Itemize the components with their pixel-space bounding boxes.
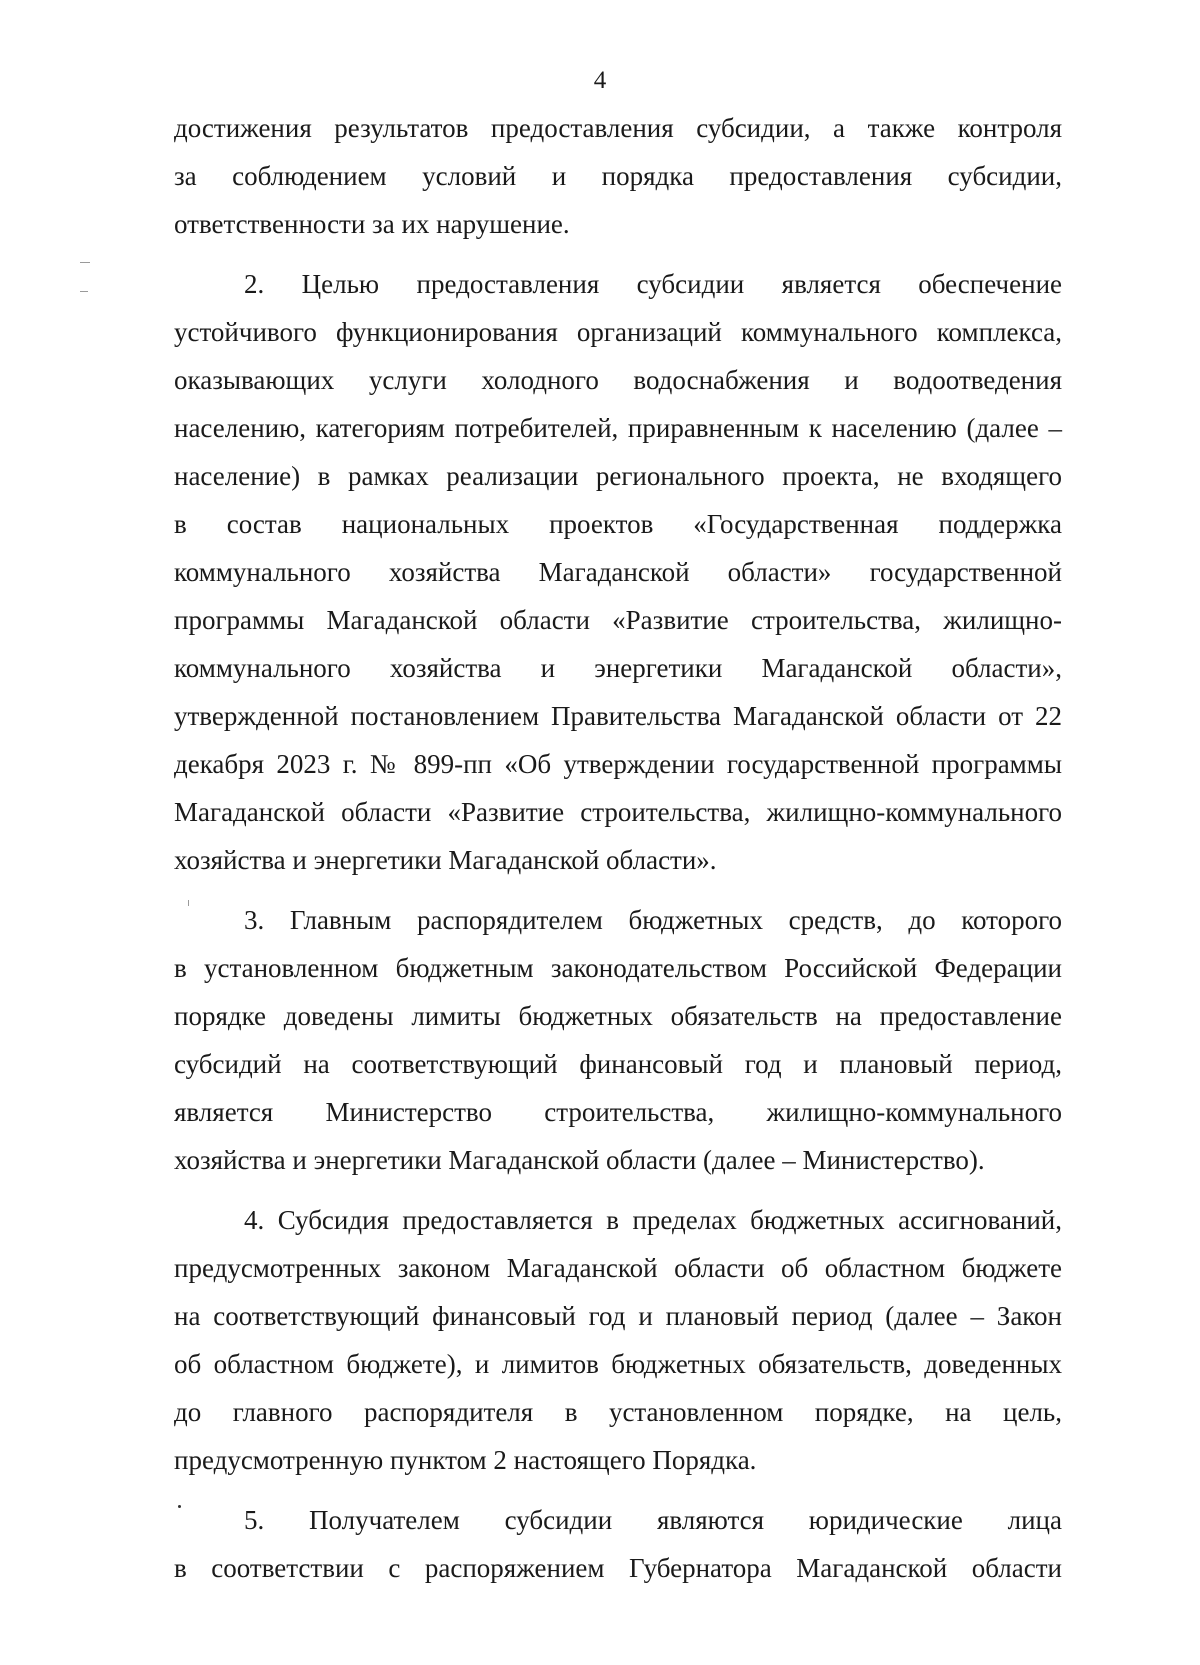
text-line: устойчивого функционирования организаций коммунального комплекса, <box>174 317 1062 347</box>
scan-mark <box>188 900 189 906</box>
text-line: предусмотренных законом Магаданской области об областном бюджете <box>174 1253 1062 1283</box>
text-line: порядке доведены лимиты бюджетных обязательств на предоставление <box>174 1001 1062 1031</box>
scan-mark <box>178 1505 181 1508</box>
text-line: в соответствии с распоряжением Губернатора Магаданской области <box>174 1553 1062 1583</box>
paragraph-4 <box>174 1196 1062 1484</box>
text-line: об областном бюджете), и лимитов бюджетных обязательств, доведенных <box>174 1349 1062 1379</box>
page-number: 4 <box>593 67 607 94</box>
scan-mark <box>80 291 88 292</box>
text-line: населению, категориям потребителей, приравненным к населению (далее – <box>174 413 1062 443</box>
text-line: 4. Субсидия предоставляется в пределах бюджетных ассигнований, <box>244 1205 1062 1235</box>
text-line: за соблюдением условий и порядка предоставления субсидии, <box>174 161 1062 191</box>
text-line: на соответствующий финансовый год и плановый период (далее – Закон <box>174 1301 1062 1331</box>
text-line: коммунального хозяйства Магаданской области» государственной <box>174 557 1062 587</box>
text-line: предусмотренную пунктом 2 настоящего Порядка. <box>174 1445 757 1475</box>
text-line: до главного распорядителя в установленном порядке, на цель, <box>174 1397 1062 1427</box>
paragraph-5 <box>174 1496 1062 1592</box>
text-line: хозяйства и энергетики Магаданской области (далее – Министерство). <box>174 1145 985 1175</box>
text-line: хозяйства и энергетики Магаданской области». <box>174 845 717 875</box>
text-line: в состав национальных проектов «Государственная поддержка <box>174 509 1062 539</box>
text-line: утвержденной постановлением Правительства Магаданской области от 22 <box>174 701 1062 731</box>
paragraph-3 <box>174 896 1062 1184</box>
text-line: программы Магаданской области «Развитие строительства, жилищно- <box>174 605 1062 635</box>
text-line: ответственности за их нарушение. <box>174 209 570 239</box>
text-line: 2. Целью предоставления субсидии является обеспечение <box>244 269 1062 299</box>
text-line: коммунального хозяйства и энергетики Магаданской области», <box>174 653 1062 683</box>
text-line: достижения результатов предоставления субсидии, а также контроля <box>174 113 1062 143</box>
paragraph-continuation <box>174 104 1062 248</box>
text-line: оказывающих услуги холодного водоснабжения и водоотведения <box>174 365 1062 395</box>
text-line: декабря 2023 г. № 899-пп «Об утверждении государственной программы <box>174 749 1062 779</box>
text-line: 3. Главным распорядителем бюджетных средств, до которого <box>244 905 1062 935</box>
text-line: население) в рамках реализации регионального проекта, не входящего <box>174 461 1062 491</box>
text-line: субсидий на соответствующий финансовый год и плановый период, <box>174 1049 1062 1079</box>
document-body <box>174 104 1062 1592</box>
text-line: в установленном бюджетным законодательством Российской Федерации <box>174 953 1062 983</box>
text-line: Магаданской области «Развитие строительства, жилищно-коммунального <box>174 797 1062 827</box>
text-line: 5. Получателем субсидии являются юридические лица <box>244 1505 1062 1535</box>
scan-mark <box>80 262 90 263</box>
paragraph-2 <box>174 260 1062 884</box>
text-line: является Министерство строительства, жилищно-коммунального <box>174 1097 1062 1127</box>
